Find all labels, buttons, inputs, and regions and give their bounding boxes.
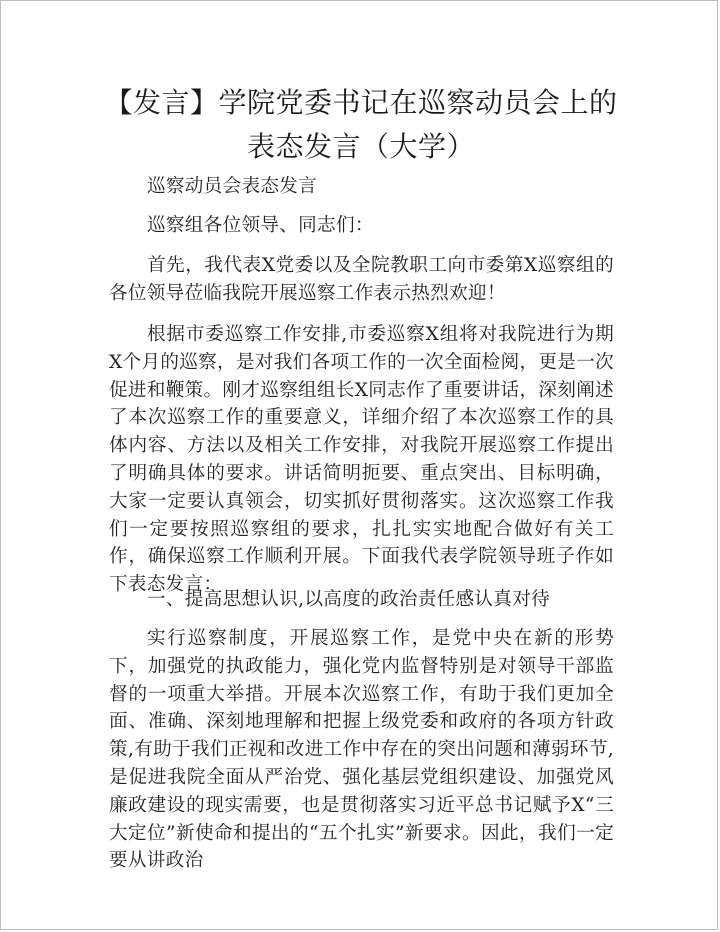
paragraph-welcome: 首先，我代表X党委以及全院教职工向市委第X巡察组的各位领导莅临我院开展巡察工作表示热烈欢迎！ — [109, 255, 614, 304]
paragraph-section-one: 实行巡察制度，开展巡察工作，是党中央在新的形势下，加强党的执政能力，强化党内监督特别是对领导干部监督的一项重大举措。开展本次巡察工作，有助于我们更加全面、准确、深刻地理解和把握上级党委和政府的各项方针政策,有助于我们正视和改进工作中存在的突出问题和薄弱环节,是促进我院全面从严治党、强化基层党组织建设、加强党风廉政建设的现实需要，也是贯彻落实习近平总书记赋予X“三大定位”新使命和提出的“五个扎实”新要求。因此，我们一定要从讲政治 — [109, 628, 614, 872]
document-title: 【发言】学院党委书记在巡察动员会上的表态发言（大学） — [104, 86, 618, 163]
section-heading: 一、提高思想认识,以高度的政治责任感认真对待 — [147, 589, 550, 610]
salutation: 巡察组各位领导、同志们： — [147, 215, 374, 236]
paragraph-background: 根据市委巡察工作安排,市委巡察X组将对我院进行为期X个月的巡察，是对我们各项工作的一次全面检阅，更是一次促进和鞭策。刚才巡察组组长X同志作了重要讲话，深刻阐述了本次巡察工作的重要意义，详细介绍了本次巡察工作的具体内容、方法以及相关工作安排，对我院开展巡察工作提出了明确具体的要求。讲话简明扼要、重点突出、目标明确，大家一定要认真领会，切实抓好贯彻落实。这次巡察工作我们一定要按照巡察组的要求，扎扎实实地配合做好有关工作，确保巡察工作顺利开展。下面我代表学院领导班子作如下表态发言： — [109, 324, 614, 596]
document-subtitle: 巡察动员会表态发言 — [147, 176, 318, 197]
